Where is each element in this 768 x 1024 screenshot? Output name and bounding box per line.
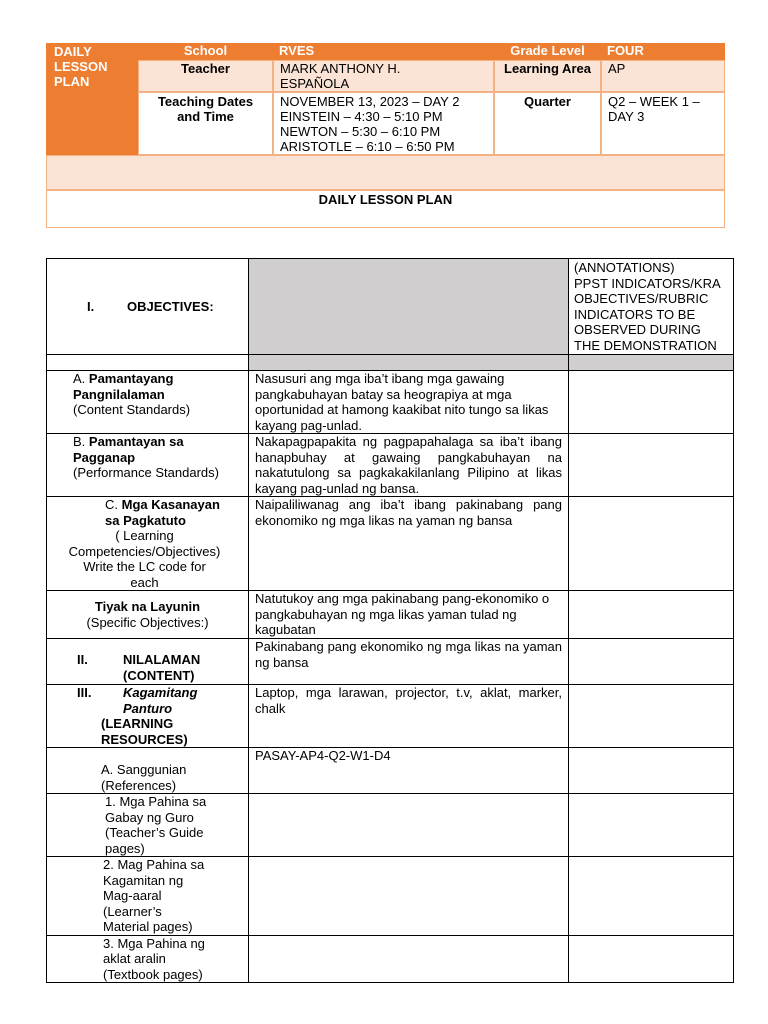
- content-standards-prefix: A.: [73, 371, 89, 386]
- grey-spacer-cell: [569, 355, 734, 371]
- table-row: [47, 685, 734, 748]
- annotations-header: (ANNOTATIONS) PPST INDICATORS/KRA OBJECTIVES/RUBRIC INDICATORS TO BE OBSERVED DURING THE DEMONSTRATION: [569, 259, 734, 355]
- specific-objectives-sub: (Specific Objectives:): [86, 614, 209, 630]
- objectives-grey-cell: [249, 259, 569, 355]
- annotation-cell: [569, 639, 734, 685]
- content-number: II.: [77, 652, 88, 667]
- header-table: [46, 43, 725, 228]
- competencies-sub: ( Learning Competencies/Objectives) Write the LC code for each: [68, 528, 221, 590]
- learning-resources-value: Laptop, mga larawan, projector, t.v, aklat, marker, chalk: [249, 685, 569, 748]
- competencies-value: Naipaliliwanag ang iba’t ibang pakinabang pang ekonomiko ng mga likas na yaman ng bansa: [249, 497, 569, 591]
- table-row: [47, 497, 734, 591]
- learners-material-pages-label: 2. Mag Pahina sa Kagamitan ng Mag-aaral (Learner’s Material pages): [47, 857, 249, 936]
- annotation-cell: [569, 685, 734, 748]
- annotation-cell: [569, 497, 734, 591]
- table-row: [47, 639, 734, 685]
- performance-standards-sub: (Performance Standards): [73, 465, 219, 480]
- performance-standards-label: [47, 434, 249, 497]
- references-value: PASAY-AP4-Q2-W1-D4: [249, 748, 569, 794]
- performance-standards-title: Pamantayan sa Pagganap: [73, 434, 184, 465]
- objectives-label: OBJECTIVES:: [127, 298, 214, 314]
- content-standards-label: [47, 371, 249, 434]
- teacher-label: Teacher: [138, 60, 273, 92]
- learning-area-label: Learning Area: [494, 60, 601, 92]
- annotation-cell: [569, 371, 734, 434]
- content-value: Pakinabang pang ekonomiko ng mga likas na yaman ng bansa: [249, 639, 569, 685]
- performance-standards-value: Nakapagpapakita ng pagpapahalaga sa iba’t ibang hanapbuhay at gawaing pangkabuhayan na nakatutulong sa pagkakakilanlang Pilipino at likas kayang pag-unlad ng bansa.: [249, 434, 569, 497]
- specific-objectives-label: [47, 591, 249, 639]
- header-blank-band: [46, 155, 725, 190]
- teaching-dates-value: NOVEMBER 13, 2023 – DAY 2 EINSTEIN – 4:30 – 5:10 PM NEWTON – 5:30 – 6:10 PM ARISTOTLE – 6:10 – 6:50 PM: [273, 92, 494, 155]
- content-standards-value: Nasusuri ang mga iba’t ibang mga gawaing pangkabuhayan batay sa heograpiya at mga oportunidad at hamong kaakibat nito tungo sa likas kayang pag-unlad.: [249, 371, 569, 434]
- table-row: [47, 259, 734, 355]
- daily-lesson-plan-corner: DAILY LESSON PLAN: [46, 43, 138, 155]
- learners-material-pages-value: [249, 857, 569, 936]
- textbook-pages-label: 3. Mga Pahina ng aklat aralin (Textbook pages): [47, 935, 249, 983]
- lesson-plan-table: [46, 258, 734, 983]
- annotation-cell: [569, 434, 734, 497]
- competencies-title: Mga Kasanayan sa Pagkatuto: [105, 497, 220, 528]
- teacher-value: MARK ANTHONY H. ESPAÑOLA: [273, 60, 494, 92]
- table-row: [47, 591, 734, 639]
- textbook-pages-value: [249, 935, 569, 983]
- table-row: [47, 794, 734, 857]
- grade-level-label: Grade Level: [494, 43, 601, 60]
- table-row: [47, 857, 734, 936]
- learning-resources-label: [47, 685, 249, 748]
- annotation-cell: [569, 794, 734, 857]
- table-row: [47, 434, 734, 497]
- content-standards-title: Pamantayang Pangnilalaman: [73, 371, 174, 402]
- competencies-prefix: C.: [105, 497, 122, 512]
- learning-resources-title: (LEARNING RESOURCES): [101, 716, 188, 747]
- school-value: RVES: [273, 43, 494, 60]
- quarter-value: Q2 – WEEK 1 – DAY 3: [601, 92, 725, 155]
- plan-title: DAILY LESSON PLAN: [46, 190, 725, 228]
- school-label: School: [138, 43, 273, 60]
- table-row: [47, 371, 734, 434]
- content-standards-sub: (Content Standards): [73, 402, 191, 417]
- objectives-cell: [47, 259, 249, 355]
- content-label: [47, 639, 249, 685]
- grey-spacer-cell: [249, 355, 569, 371]
- performance-standards-prefix: B.: [73, 434, 89, 449]
- content-title: NILALAMAN (CONTENT): [123, 652, 201, 683]
- teachers-guide-pages-value: [249, 794, 569, 857]
- objectives-number: I.: [87, 298, 95, 314]
- learning-resources-italic-title: Kagamitang Panturo: [123, 685, 198, 716]
- quarter-label: Quarter: [494, 92, 601, 155]
- table-row: [47, 355, 734, 371]
- teachers-guide-pages-label: 1. Mga Pahina sa Gabay ng Guro (Teacher’s Guide pages): [47, 794, 249, 857]
- references-label: A. Sanggunian (References): [47, 748, 249, 794]
- learning-resources-number: III.: [77, 685, 92, 700]
- teaching-dates-label: Teaching Dates and Time: [138, 92, 273, 155]
- table-row: [47, 935, 734, 983]
- competencies-label: [47, 497, 249, 591]
- grade-level-value: FOUR: [601, 43, 725, 60]
- annotation-cell: [569, 748, 734, 794]
- specific-objectives-title: Tiyak na Layunin: [94, 599, 201, 614]
- learning-area-value: AP: [601, 60, 725, 92]
- empty-cell: [47, 355, 249, 371]
- annotation-cell: [569, 591, 734, 639]
- annotation-cell: [569, 857, 734, 936]
- table-row: [47, 748, 734, 794]
- specific-objectives-value: Natutukoy ang mga pakinabang pang-ekonomiko o pangkabuhayan ng mga likas yaman tulad ng kagubatan: [249, 591, 569, 639]
- competencies-title-block: [73, 497, 242, 528]
- annotation-cell: [569, 935, 734, 983]
